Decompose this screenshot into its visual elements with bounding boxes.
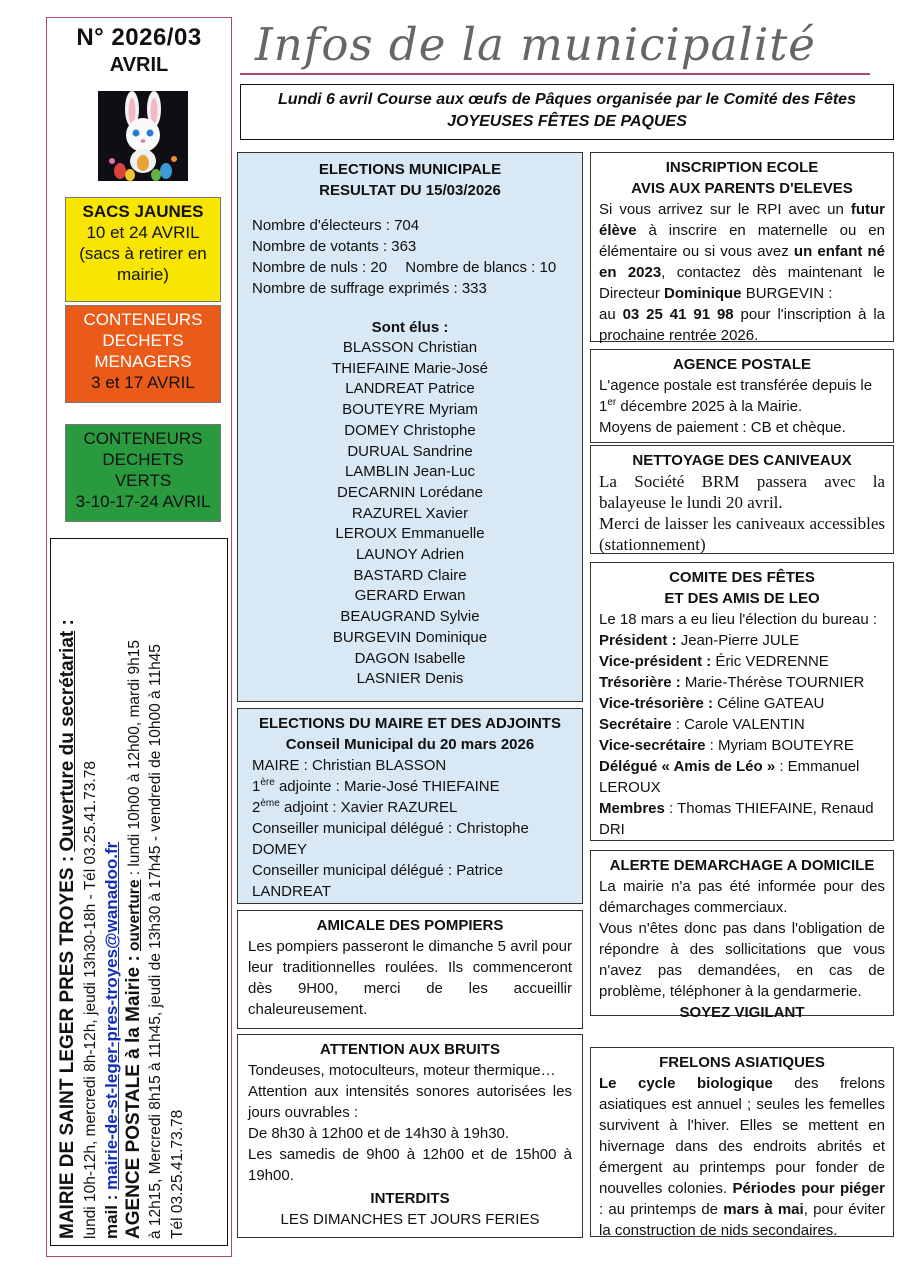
post-office-text-part: L'agence postale est transférée depuis le 1 bbox=[599, 377, 873, 415]
issue-month: AVRIL bbox=[109, 54, 169, 76]
gutter-title: NETTOYAGE DES CANIVEAUX bbox=[632, 452, 852, 469]
committee-member bbox=[599, 630, 885, 651]
delegue-2: Conseiller municipal délégué : Patrice LANDREAT bbox=[252, 862, 503, 900]
committee-title-1: COMITE DES FÊTES bbox=[669, 569, 815, 586]
member-name: : Carole VALENTIN bbox=[671, 716, 805, 733]
easter-banner bbox=[240, 84, 894, 140]
gutter-text-2: Merci de laisser les caniveaux accessibles (stationnement) bbox=[599, 514, 885, 554]
hornets-text-bold: Le cycle biologique bbox=[599, 1075, 773, 1092]
noise-line-4: Les samedis de 9h00 à 12h00 et de 15h00 à 19h00. bbox=[248, 1146, 572, 1184]
yellow-bags-box bbox=[65, 197, 221, 302]
committee-member bbox=[599, 714, 885, 735]
elu-name: LEROUX Emmanuelle bbox=[335, 525, 485, 543]
gutter-cleaning-box bbox=[590, 445, 894, 554]
school-title-2: AVIS AUX PARENTS D'ELEVES bbox=[631, 180, 853, 197]
green-waste-box bbox=[65, 424, 221, 522]
member-role: Vice-secrétaire bbox=[599, 737, 706, 754]
committee-member bbox=[599, 735, 885, 756]
adjoint-1-sup: ère bbox=[260, 777, 275, 788]
school-text-part: Si vous arrivez sur le RPI avec un bbox=[599, 201, 851, 218]
elu-name: BASTARD Claire bbox=[353, 566, 467, 584]
issue-number: N° 2026/03 bbox=[76, 24, 202, 51]
household-waste-dates: 3 et 17 AVRIL bbox=[91, 373, 195, 392]
interdits-text: LES DIMANCHES ET JOURS FERIES bbox=[280, 1211, 540, 1228]
adjoint-1: adjointe : Marie-José THIEFAINE bbox=[274, 778, 500, 795]
adjoint-2-num: 2 bbox=[252, 799, 261, 816]
hornets-text bbox=[599, 1073, 885, 1241]
alert-footer: SOYEZ VIGILANT bbox=[679, 1004, 805, 1021]
agence-hours-1: : lundi 10h00 à 12h00, mardi 9h15 bbox=[125, 639, 143, 880]
school-phone: 03 25 41 91 98 bbox=[622, 306, 734, 323]
post-office-payment: Moyens de paiement : CB et chèque. bbox=[599, 419, 846, 436]
committee-intro: Le 18 mars a eu lieu l'élection du bureau : bbox=[599, 611, 878, 628]
mayor-election-box bbox=[237, 708, 583, 904]
hornets-text-part: : au printemps de bbox=[599, 1201, 724, 1218]
gutter-text-1: La Société BRM passera avec la balayeuse le lundi 20 avril. bbox=[599, 472, 885, 512]
title-underline bbox=[240, 73, 870, 75]
mairie-colon: : bbox=[57, 619, 78, 631]
adjoint-2-sup: ème bbox=[260, 798, 280, 809]
household-waste-line-1: CONTENEURS bbox=[83, 310, 203, 329]
hornets-text-bold: mars à mai bbox=[723, 1201, 804, 1218]
mayor-title-1: ELECTIONS DU MAIRE ET DES ADJOINTS bbox=[259, 715, 561, 732]
school-text bbox=[599, 199, 885, 346]
elections-box bbox=[237, 152, 583, 702]
member-name: Céline GATEAU bbox=[712, 695, 825, 712]
elu-name: THIEFAINE Marie-José bbox=[332, 359, 488, 377]
elections-title-1: ELECTIONS MUNICIPALE bbox=[318, 161, 502, 178]
member-role: Secrétaire bbox=[599, 716, 672, 733]
elu-name: BOUTEYRE Myriam bbox=[342, 401, 478, 419]
blancs-count: Nombre de blancs : 10 bbox=[405, 259, 557, 276]
firefighters-box bbox=[237, 910, 583, 1029]
elections-title-2: RESULTAT DU 15/03/2026 bbox=[319, 182, 501, 199]
committee-member bbox=[599, 693, 885, 714]
elu-name: DOMEY Christophe bbox=[344, 421, 476, 439]
alert-title: ALERTE DEMARCHAGE A DOMICILE bbox=[609, 857, 875, 874]
votants-count: Nombre de votants : 363 bbox=[252, 238, 417, 255]
elu-name: LASNIER Denis bbox=[356, 670, 464, 688]
school-text-bold: futur élève bbox=[599, 201, 885, 239]
member-name: Jean-Pierre JULE bbox=[676, 632, 800, 649]
contact-info-rotated bbox=[51, 539, 228, 1246]
agence-title: AGENCE POSTALE à la Mairie : bbox=[122, 955, 144, 1239]
elu-name: BEAUGRAND Sylvie bbox=[340, 608, 480, 626]
committee-member bbox=[599, 756, 885, 798]
elu-name: RAZUREL Xavier bbox=[351, 504, 469, 522]
post-office-text bbox=[599, 375, 885, 417]
yellow-bags-dates: 10 et 24 AVRIL bbox=[86, 223, 200, 242]
green-waste-line-1: CONTENEURS bbox=[83, 429, 203, 448]
interdits-title: INTERDITS bbox=[370, 1190, 450, 1207]
elu-name: DURUAL Sandrine bbox=[347, 442, 473, 460]
post-office-title: AGENCE POSTALE bbox=[672, 356, 812, 373]
page-title: Infos de la municipalité bbox=[255, 18, 816, 71]
post-office-text-part: décembre 2025 à la Mairie. bbox=[616, 398, 803, 415]
yellow-bags-note-1: (sacs à retirer en bbox=[79, 244, 207, 263]
elu-name: LANDREAT Patrice bbox=[345, 380, 475, 398]
agence-opening-label: ouverture bbox=[125, 879, 143, 952]
school-text-part: , contactez dès maintenant le Directeur bbox=[599, 264, 885, 302]
exprimes-count: Nombre de suffrage exprimés : 333 bbox=[252, 280, 487, 297]
mairie-opening-label: Ouverture du secrétariat bbox=[57, 630, 78, 852]
member-role: Vice-trésorière : bbox=[599, 695, 713, 712]
school-title-1: INSCRIPTION ECOLE bbox=[665, 159, 819, 176]
festival-committee-box bbox=[590, 562, 894, 841]
door-to-door-alert-box bbox=[590, 850, 894, 1021]
school-text-part: à inscrire en maternelle ou en élémentaire ou si vous avez bbox=[599, 222, 885, 260]
member-role: Trésorière : bbox=[599, 674, 681, 691]
school-text-part: au bbox=[599, 306, 623, 323]
firefighters-text: Les pompiers passeront le dimanche 5 avril pour leur traditionnelles roulées. Ils commenceront dès 9H00, merci de les accueillir chaleureusement. bbox=[248, 938, 572, 1018]
elu-name: LAUNOY Adrien bbox=[355, 546, 465, 564]
member-role: Délégué « Amis de Léo » bbox=[599, 758, 780, 775]
asian-hornets-box bbox=[590, 1047, 894, 1237]
alert-text-1: La mairie n'a pas été informée pour des démarchages commerciaux. bbox=[599, 878, 885, 916]
mayor-title-2: Conseil Municipal du 20 mars 2026 bbox=[285, 736, 535, 753]
hornets-text-part: des frelons asiatiques est annuel ; seules les femelles survivent à l'hiver. Elles se mettent en hivernage dans des endroits abrités et émergent au printemps pour fonder de nouvelles colonies. bbox=[599, 1075, 885, 1197]
school-text-bold: un enfant né en 2023 bbox=[599, 243, 885, 281]
school-text-bold: Dominique bbox=[664, 285, 742, 302]
elu-name: BLASSON Christian bbox=[342, 339, 478, 356]
member-name: : Thomas THIEFAINE, Renaud DRI bbox=[599, 800, 874, 838]
household-waste-line-2: DECHETS bbox=[102, 331, 184, 350]
member-name: Éric VEDRENNE bbox=[711, 653, 829, 670]
committee-member bbox=[599, 651, 885, 672]
hornets-text-part: , pour éviter la construction de nids secondaires. bbox=[599, 1201, 885, 1239]
mairie-title: MAIRIE DE SAINT LEGER PRES TROYES : bbox=[57, 855, 78, 1239]
elu-name: BURGEVIN Dominique bbox=[332, 628, 488, 646]
committee-member bbox=[599, 672, 885, 693]
agence-tel: Tél 03.25.41.73.78 bbox=[168, 1109, 186, 1239]
noise-line-3: De 8h30 à 12h00 et de 14h30 à 19h30. bbox=[248, 1125, 510, 1142]
noise-box bbox=[237, 1034, 583, 1238]
committee-title-2: ET DES AMIS DE LEO bbox=[664, 590, 820, 607]
elu-name: DECARNIN Lorédane bbox=[337, 483, 483, 501]
household-waste-box bbox=[65, 305, 221, 403]
mail-link[interactable]: mairie-de-st-leger-pres-troyes@wanadoo.fr bbox=[102, 841, 121, 1190]
hornets-title: FRELONS ASIATIQUES bbox=[659, 1054, 825, 1071]
elu-name: DAGON Isabelle bbox=[354, 649, 466, 667]
member-role: Président : bbox=[599, 632, 677, 649]
electeurs-count: Nombre d'électeurs : 704 bbox=[252, 217, 420, 234]
green-waste-dates: 3-10-17-24 AVRIL bbox=[75, 492, 211, 511]
post-office-box bbox=[590, 349, 894, 443]
hornets-text-bold: Périodes pour piéger bbox=[732, 1180, 885, 1197]
member-name: : Myriam BOUTEYRE bbox=[705, 737, 854, 754]
post-office-sup: er bbox=[607, 397, 617, 408]
noise-title: ATTENTION AUX BRUITS bbox=[320, 1041, 500, 1058]
school-box bbox=[590, 152, 894, 342]
member-role: Vice-président : bbox=[599, 653, 712, 670]
noise-line-2: Attention aux intensités sonores autorisées les jours ouvrables : bbox=[248, 1083, 572, 1121]
left-column bbox=[46, 17, 232, 1257]
delegue-1: Conseiller municipal délégué : Christophe DOMEY bbox=[252, 820, 529, 858]
elu-name: LAMBLIN Jean-Luc bbox=[344, 463, 476, 481]
adjoint-2: adjoint : Xavier RAZUREL bbox=[279, 799, 458, 816]
mairie-hours: lundi 10h-12h, mercredi 8h-12h, jeudi 13h30-18h - Tél 03.25.41.73.78 bbox=[81, 761, 99, 1239]
green-waste-line-2: DECHETS bbox=[102, 450, 184, 469]
contact-info-box bbox=[50, 538, 228, 1246]
nuls-count: Nombre de nuls : 20 bbox=[252, 259, 388, 276]
banner-line-2: JOYEUSES FÊTES DE PAQUES bbox=[447, 113, 687, 130]
noise-line-1: Tondeuses, motoculteurs, moteur thermique… bbox=[248, 1062, 556, 1079]
school-text-part: pour l'inscription à la prochaine rentrée 2026. bbox=[599, 306, 885, 344]
mayor-name: MAIRE : Christian BLASSON bbox=[252, 757, 447, 774]
committee-member bbox=[599, 798, 885, 840]
yellow-bags-title: SACS JAUNES bbox=[82, 202, 204, 221]
household-waste-line-3: MENAGERS bbox=[94, 352, 192, 371]
green-waste-line-3: VERTS bbox=[114, 471, 172, 490]
mail-label: mail : bbox=[102, 1194, 121, 1239]
elu-name: GERARD Erwan bbox=[354, 587, 466, 605]
alert-text-2: Vous n'êtes donc pas dans l'obligation de répondre à des sollicitations que vous n'avez pas demandées, en cas de problème, téléphoner à la gendarmerie. bbox=[599, 920, 885, 1000]
adjoint-1-num: 1 bbox=[252, 778, 261, 795]
yellow-bags-note-2: mairie) bbox=[117, 265, 169, 284]
agence-hours-2: à 12h15, Mercredi 8h15 à 11h45, jeudi de 13h30 à 17h45 - vendredi de 10h00 à 11h45 bbox=[147, 644, 164, 1239]
easter-bunny-image bbox=[98, 91, 188, 181]
school-text-part: BURGEVIN : bbox=[741, 285, 833, 302]
elus-title: Sont élus : bbox=[371, 319, 449, 336]
member-name: Marie-Thérèse TOURNIER bbox=[680, 674, 865, 691]
member-name: : Emmanuel LEROUX bbox=[599, 758, 860, 796]
firefighters-title: AMICALE DES POMPIERS bbox=[316, 917, 504, 934]
banner-line-1: Lundi 6 avril Course aux œufs de Pâques organisée par le Comité des Fêtes bbox=[278, 91, 856, 108]
member-role: Membres bbox=[599, 800, 665, 817]
